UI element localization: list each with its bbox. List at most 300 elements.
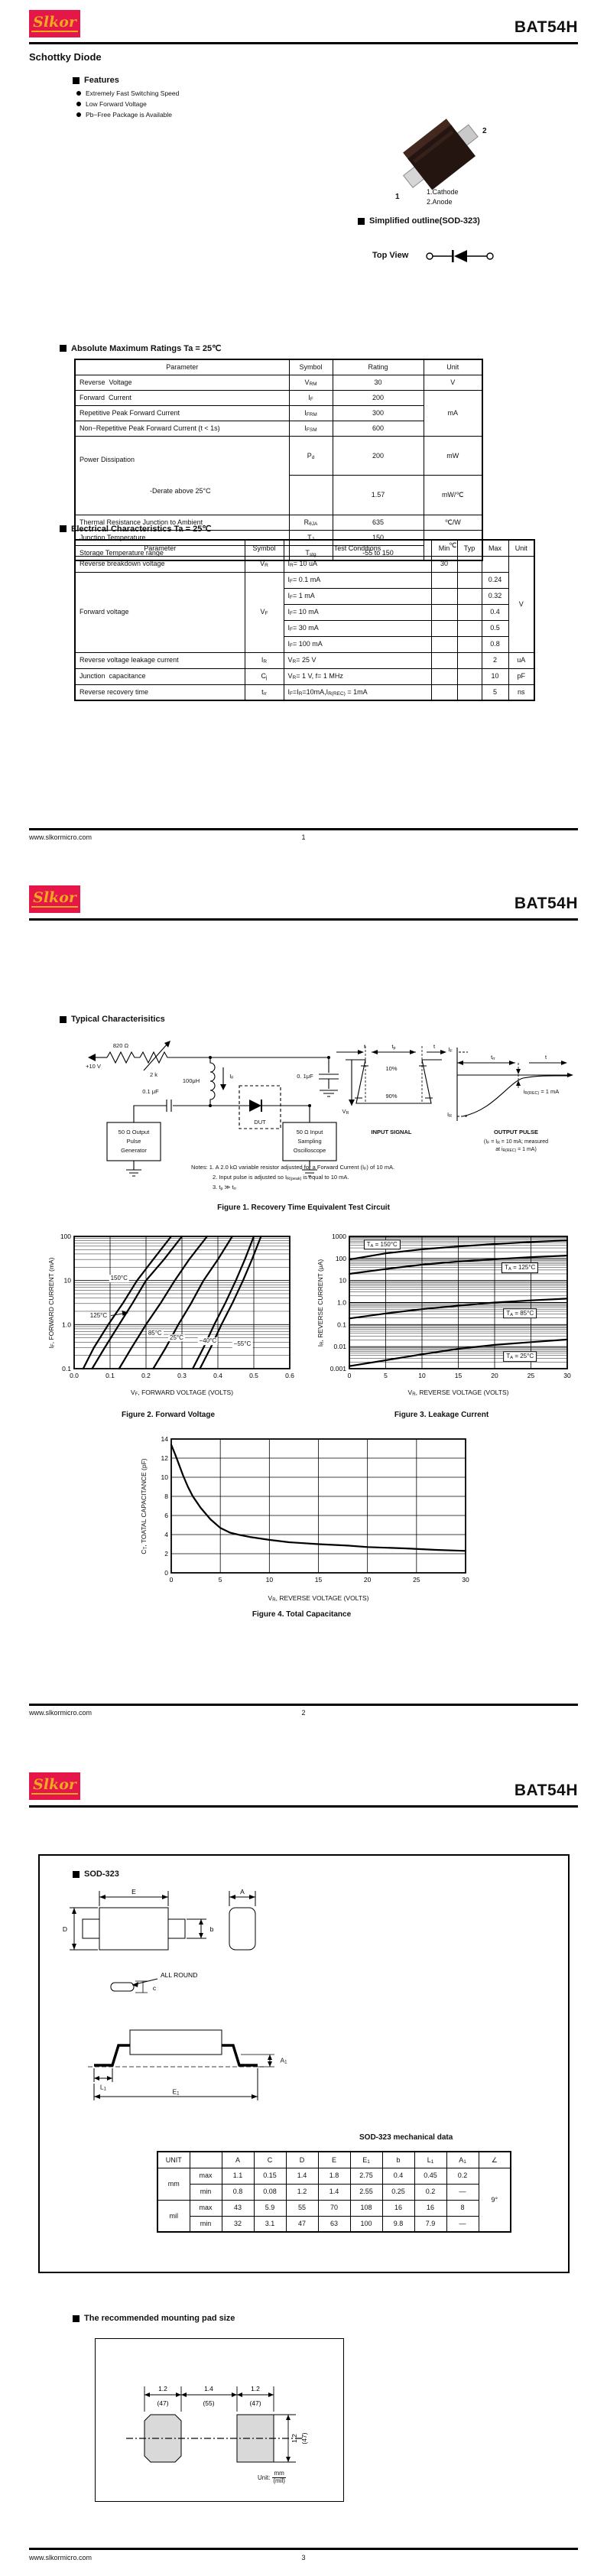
table-row [157,2184,511,2200]
col-header: UNIT [157,2152,190,2168]
slkor-logo [29,885,80,913]
sod323-mechanical-drawing [57,1877,310,2110]
cell: 8 [446,2200,479,2216]
cell: Thermal Resistance Junction to Ambient [75,515,289,530]
bullet-icon [76,112,81,117]
cell: 0.2 [414,2184,446,2200]
svg-text:1.0: 1.0 [337,1298,346,1307]
mech-data-label: SOD-323 mechanical data [359,2133,453,2142]
table-row [75,421,482,436]
cap2-label: 0. 1μF [297,1072,313,1080]
header-rule [29,1805,578,1808]
col-header: Min [431,540,457,556]
if-level-label: $I_F$ [448,1045,453,1054]
trr-dim-label: $t_{rr}$ [491,1053,495,1061]
t-dim-label: t [363,1042,366,1050]
pad-dim-label: (47) [249,2399,261,2407]
slkor-logo-text: Slkor [33,14,76,31]
square-marker-icon [358,218,365,225]
svg-text:14: 14 [161,1435,168,1443]
col-header: b [382,2152,414,2168]
cell: 1.1 [222,2168,254,2184]
fig2-x-axis-label: $V_F$, FORWARD VOLTAGE (VOLTS) [130,1389,234,1397]
table-row [75,668,534,684]
dim-E1-label: $E_1$ [170,2088,181,2095]
cell [457,572,482,588]
svg-text:0.2: 0.2 [141,1372,151,1379]
cell: $I_R= 10$ uA [284,556,431,572]
cell: Repetitive Peak Forward Current [75,405,289,421]
svg-text:0: 0 [169,1576,174,1584]
cell: mm [157,2168,190,2200]
cell: min [190,2184,222,2200]
cell: 7.9 [414,2216,446,2232]
svg-text:0: 0 [347,1372,352,1379]
cell: 108 [350,2200,382,2216]
bullet-icon [76,102,81,106]
cell: 2 [482,652,508,668]
cell: V [424,375,482,390]
part-number: BAT54H [514,895,578,912]
tp-dim-label: $t_p$ [391,1042,396,1051]
bullet-icon [76,91,81,96]
svg-text:30: 30 [563,1372,571,1379]
dim-b-label: b [209,1925,214,1933]
feature-item: Low Forward Voltage [76,100,147,108]
curve-label: $T_A = 150^\circ C$ [364,1239,401,1250]
svg-text:10: 10 [265,1576,274,1584]
cell: ℃ [424,530,482,560]
svg-text:0.1: 0.1 [62,1365,71,1372]
svg-text:0.0: 0.0 [70,1372,79,1379]
svg-text:0.001: 0.001 [329,1365,346,1372]
dim-c-label: c [152,1984,157,1992]
cell: mW [424,436,482,476]
output-pulse-note: at $i_{R(REC)} = 1$ mA) [495,1147,537,1154]
curve-label: −55°C [233,1340,252,1348]
col-header: Unit [508,540,534,556]
col-header: D [286,2152,318,2168]
cell: 30 [431,556,457,572]
cell: $I_F= 1$ mA [284,588,431,604]
cell: $V_R= 25$ V [284,652,431,668]
cell: 300 [333,405,424,421]
cell [431,604,457,620]
fig4-y-axis-label: $C_T$, TOATAL CAPACITANCE (pF) [140,1458,148,1554]
cell [482,556,508,572]
dim-A1-label: $A_1$ [280,2056,287,2065]
svg-text:5: 5 [218,1576,222,1584]
cap1-label: 0.1 μF [142,1087,159,1095]
cell: 1.4 [318,2184,350,2200]
cell: min [190,2216,222,2232]
figure4-caption: Figure 4. Total Capacitance [252,1610,352,1619]
slkor-logo [29,10,80,37]
cell: 10 [482,668,508,684]
figure2-caption: Figure 2. Forward Voltage [121,1411,216,1419]
pin2-label: 2 [482,127,487,135]
pulse-generator-label: 50 Ω Output [118,1128,150,1135]
cell: $R_{\theta JA}$ [289,515,333,530]
abs-max-title: Absolute Maximum Ratings Ta = 25℃ [60,343,221,353]
page-number: 1 [301,833,306,841]
table-row [157,2152,511,2168]
col-header: A [222,2152,254,2168]
sod323-title: SOD-323 [73,1869,119,1879]
cell: Forward voltage [75,572,245,652]
fig3-y-axis-label: $I_R$, REVERSE CURRENT (μA) [316,1259,325,1347]
fig3-x-axis-label: $V_R$, REVERSE VOLTAGE (VOLTS) [407,1389,509,1397]
col-header: E [318,2152,350,2168]
svg-text:0.3: 0.3 [177,1372,187,1379]
website-url: www.slkormicro.com [29,1709,93,1717]
pulse-generator-label: Generator [121,1146,147,1154]
svg-text:20: 20 [491,1372,498,1379]
svg-text:0.1: 0.1 [337,1320,346,1329]
cell: 70 [318,2200,350,2216]
cell: 1.57 [333,476,424,515]
curve-label: $T_A = 25^\circ C$ [503,1352,537,1363]
pad-dim-label: (47) [157,2399,169,2407]
svg-text:25: 25 [527,1372,535,1379]
mounting-pad-box [95,2338,344,2502]
inductor-label: 100μH [182,1077,200,1084]
table-row [157,2168,511,2184]
pad-dim-label: 1.2 [158,2385,167,2392]
input-signal-label: INPUT SIGNAL [371,1128,412,1135]
pad-dim-label: (47) [300,2432,308,2444]
dim-A-label: A [240,1888,245,1895]
cell: $I_F= 0.1$ mA [284,572,431,588]
cell: mil [157,2200,190,2232]
vr-label: $V_R$ [342,1107,349,1116]
col-header: Symbol [245,540,284,556]
slkor-logo [29,1772,80,1800]
table-row [75,572,534,588]
sod323-drawing [57,1877,310,2110]
diode-symbol [424,248,497,265]
cell: 0.4 [382,2168,414,2184]
fig2-y-axis-label: $I_F$, FORWARD CURRENT (mA) [47,1257,56,1349]
cell: 0.5 [482,620,508,636]
table-row [75,359,482,375]
svg-text:0.01: 0.01 [333,1343,346,1351]
table-row [75,652,534,668]
col-header: Parameter [75,359,289,375]
cell: Reverse breakdown voltage [75,556,245,572]
svg-text:0.6: 0.6 [285,1372,294,1379]
output-pulse-label: OUTPUT PULSE [494,1128,538,1135]
cell: — [446,2216,479,2232]
all-round-label: ALL ROUND [161,1971,198,1979]
cell: 0.25 [382,2184,414,2200]
cell: 16 [382,2200,414,2216]
svg-text:10: 10 [339,1276,346,1285]
cell: 43 [222,2200,254,2216]
cell: max [190,2168,222,2184]
cell: 30 [333,375,424,390]
square-marker-icon [60,345,67,352]
curve-label: 85°C [148,1330,162,1337]
cell: $I_{FSM}$ [289,421,333,436]
svg-text:1.0: 1.0 [62,1320,71,1329]
cell: $I_F$ [289,390,333,405]
svg-text:10: 10 [418,1372,426,1379]
cell: $I_{FRM}$ [289,405,333,421]
figure1-note: Notes: 1. A 2.0 kΩ variable resistor adjusted for a Forward Current $(I_F)$ of 10 mA. [191,1164,395,1171]
cell: Reverse Voltage [75,375,289,390]
cell: pF [508,668,534,684]
figure1-caption: Figure 1. Recovery Time Equivalent Test Circuit [217,1204,390,1212]
pin2-name: 2.Anode [427,198,453,206]
cell: $I_F= 10$ mA [284,604,431,620]
svg-text:8: 8 [164,1493,168,1500]
cell: 0.4 [482,604,508,620]
figure2-forward-voltage-chart [42,1233,294,1408]
cell: Reverse voltage leakage current [75,652,245,668]
cell: $T_{stg}$ [289,545,333,560]
cell [457,636,482,652]
cell [431,684,457,700]
output-pulse-note: ($I_F = I_R = 10$ mA; measured [483,1139,549,1146]
svg-text:6: 6 [164,1512,168,1519]
table-row [157,2200,511,2216]
table-row [75,684,534,700]
mounting-pad-drawing [96,2339,342,2500]
header-rule [29,918,578,921]
table-row [75,390,482,405]
cell: $V_{RM}$ [289,375,333,390]
feature-item: Extremely Fast Switching Speed [76,89,179,97]
table-row [75,540,534,556]
col-header: Unit [424,359,482,375]
cell: 200 [333,436,424,476]
footer-rule [29,2548,578,2550]
table-row [157,2216,511,2232]
cell: $P_d$ [289,436,333,476]
cell [431,668,457,684]
cell [431,636,457,652]
table-row [75,375,482,390]
fig2-plot [42,1233,294,1385]
col-header: Symbol [289,359,333,375]
cell: 9° [479,2168,511,2232]
cell: 0.45 [414,2168,446,2184]
pad-dim-label: 1.4 [204,2385,213,2392]
cell: 1.4 [286,2168,318,2184]
cell [457,556,482,572]
cell: 0.32 [482,588,508,604]
typical-characteristics-title: Typical Characterisitics [60,1015,165,1024]
figure1-note: 2. Input pulse is adjusted so $I_{R(peak)}$ is equal to 10 mA. [213,1174,349,1181]
cell: Junction capacitance [75,668,245,684]
unit-fraction: $\frac{mm}{\text{(mil)}}$ [273,2470,285,2484]
mounting-pad-title: The recommended mounting pad size [73,2314,235,2323]
pct10-label: 10% [385,1064,398,1072]
pulse-generator-label: Pulse [126,1137,141,1145]
website-url: www.slkormicro.com [29,833,93,841]
cell: $I_F= 100$ mA [284,636,431,652]
cell: 0.15 [254,2168,286,2184]
footer-rule [29,1704,578,1706]
cell [431,620,457,636]
col-header: Typ [457,540,482,556]
pad-dim-label: (55) [203,2399,215,2407]
cell: ℃/W [424,515,482,530]
cell: 635 [333,515,424,530]
cell: 16 [414,2200,446,2216]
cell: $I_R$ [245,652,284,668]
cell: 32 [222,2216,254,2232]
cell: Forward Current [75,390,289,405]
cell [431,572,457,588]
cell: 0.8 [482,636,508,652]
cell: 5.9 [254,2200,286,2216]
cell: Storage Temperature range [75,545,289,560]
dut-label: DUT [254,1118,266,1126]
square-marker-icon [73,77,80,84]
cell: 600 [333,421,424,436]
cell: 1.2 [286,2184,318,2200]
col-header: Test Conditions [284,540,431,556]
svg-text:100: 100 [335,1254,346,1262]
svg-text:4: 4 [164,1531,168,1538]
svg-text:100: 100 [60,1233,71,1240]
cell: 5 [482,684,508,700]
svg-text:10: 10 [63,1276,71,1285]
svg-text:10: 10 [161,1473,168,1481]
svg-text:2: 2 [164,1550,168,1558]
website-url: www.slkormicro.com [29,2554,93,2561]
cell: — [446,2184,479,2200]
oscilloscope-label: Sampling [297,1137,322,1145]
pin1-label: 1 [395,193,400,201]
cell [289,476,333,515]
curve-label: 125°C [89,1311,108,1319]
slkor-logo-text: Slkor [33,889,76,906]
cell: Junction Temperature [75,530,289,545]
cell: $t_{rr}$ [245,684,284,700]
cell: 0.2 [446,2168,479,2184]
cell [431,588,457,604]
if-arrow-label: $I_F$ [229,1072,234,1080]
curve-label: 25°C [170,1333,183,1341]
col-header: $A_1$ [446,2152,479,2168]
cell: 47 [286,2216,318,2232]
mech-table [157,2151,511,2233]
table-row [75,405,482,421]
cell: $T_J$ [289,530,333,545]
oscilloscope-label: Oscilloscope [293,1146,326,1154]
col-header: ∠ [479,2152,511,2168]
cell: 200 [333,390,424,405]
cell [457,652,482,668]
cell: 150 [333,530,424,545]
col-header [190,2152,222,2168]
cell: mW/℃ [424,476,482,515]
cell [457,620,482,636]
cell: Power Dissipation -Derate above 25°C [75,436,289,515]
dim-D-label: D [62,1925,68,1933]
cell: Reverse recovery time [75,684,245,700]
cell: $V_R= 1$ V, f= 1 MHz [284,668,431,684]
dim-L1-label: $L_1$ [99,2083,107,2092]
page-number: 3 [301,2554,306,2561]
cell [431,652,457,668]
pct90-label: 90% [385,1092,398,1100]
irec-label: $i_{R(REC)} = 1$ mA [523,1087,560,1096]
svg-text:25: 25 [413,1576,420,1584]
svg-text:1000: 1000 [332,1233,346,1240]
slkor-logo-text: Slkor [33,1776,76,1793]
cell: 0.08 [254,2184,286,2200]
elec-title: Electrical Characteristics Ta = 25℃ [60,524,212,534]
cell [457,588,482,604]
cell: $V_F$ [245,572,284,652]
cell [457,668,482,684]
curve-label: 150°C [110,1275,128,1282]
cell: ns [508,684,534,700]
top-view-label: Top View [372,251,409,260]
square-marker-icon [60,525,67,532]
curve-label: −40°C [199,1337,217,1345]
cell: 55 [286,2200,318,2216]
cell: max [190,2200,222,2216]
header-rule [29,42,578,44]
page-number: 2 [301,1709,306,1717]
svg-text:5: 5 [384,1372,388,1379]
part-number: BAT54H [514,18,578,36]
cell: Non−Repetitive Peak Forward Current (t < 1s) [75,421,289,436]
cell [457,684,482,700]
cell: 2.55 [350,2184,382,2200]
cell: uA [508,652,534,668]
features-title: Features [73,76,119,85]
dim-E-label: E [131,1888,136,1895]
t-dim-label: t [544,1053,547,1061]
col-header: $E_1$ [350,2152,382,2168]
pot-2k-label: 2 k [149,1070,158,1078]
figure3-leakage-current-chart [310,1233,573,1408]
svg-text:0: 0 [164,1569,168,1577]
t-dim-label: t [433,1042,436,1050]
cell: $V_R$ [245,556,284,572]
unit-note: Unit: $\frac{mm}{\text{(mil)}}$ [258,2470,285,2484]
resistor-820-label: 820 Ω [112,1041,129,1049]
part-number: BAT54H [514,1782,578,1799]
table-row [75,436,482,476]
outline-title: Simplified outline(SOD-323) [358,216,480,226]
cell: 0.8 [222,2184,254,2200]
col-header: C [254,2152,286,2168]
col-header: $L_1$ [414,2152,446,2168]
square-marker-icon [73,2315,80,2322]
pad-dim-label: 1.2 [291,2434,298,2443]
col-header: Parameter [75,540,245,556]
col-header: Max [482,540,508,556]
svg-text:0.1: 0.1 [105,1372,115,1379]
svg-text:0.4: 0.4 [213,1372,222,1379]
cell: 2.75 [350,2168,382,2184]
cell: $I_F= 30$ mA [284,620,431,636]
cell: 63 [318,2216,350,2232]
svg-text:30: 30 [462,1576,469,1584]
ir-level-label: $I_R$ [447,1110,452,1119]
feature-item: Pb−Free Package is Available [76,111,172,119]
cell [457,604,482,620]
svg-text:0.5: 0.5 [249,1372,258,1379]
pin1-name: 1.Cathode [427,188,459,196]
